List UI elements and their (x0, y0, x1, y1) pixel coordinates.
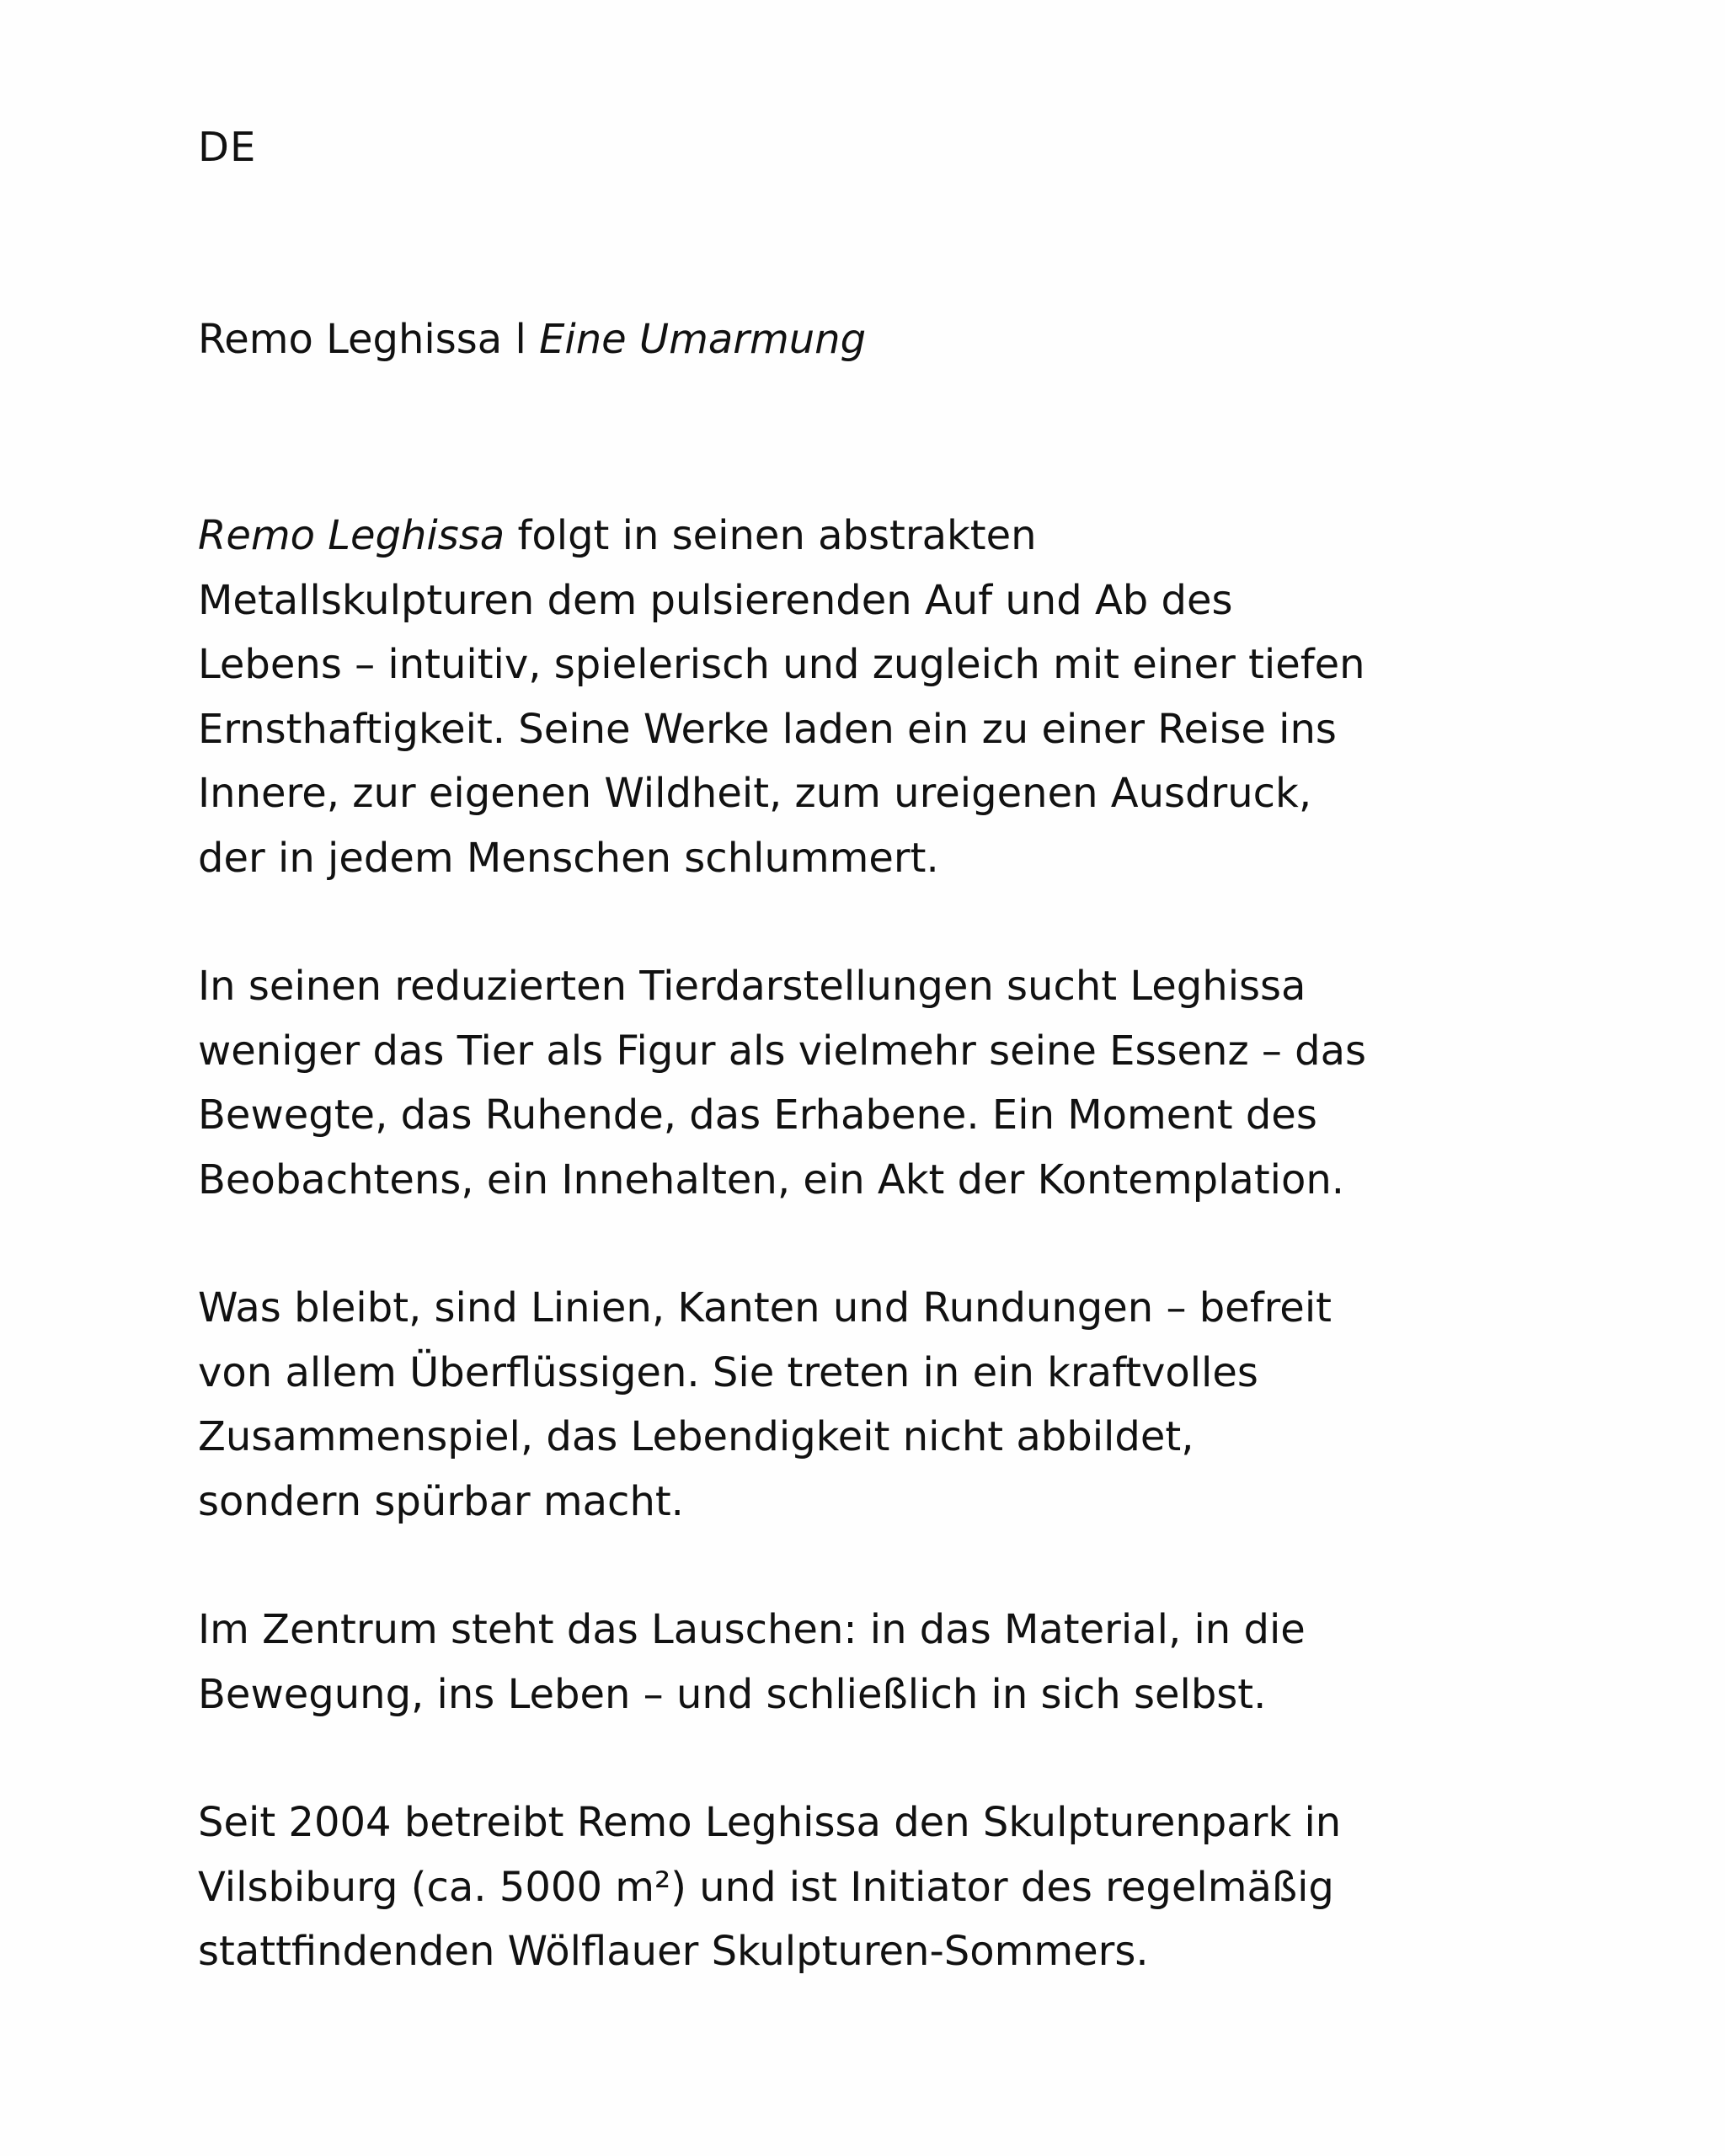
paragraph-sculpture-park (198, 1790, 1512, 1984)
paragraph-line: Vilsbiburg (ca. 5000 m²) und ist Initiator des regelmäßig (198, 1863, 1334, 1911)
paragraph-listening (198, 1598, 1512, 1726)
paragraph-animals (198, 954, 1512, 1212)
paragraph-line: der in jedem Menschen schlummert. (198, 834, 939, 882)
paragraph-line: Beobachtens, ein Innehalten, ein Akt der Kontemplation. (198, 1155, 1345, 1203)
paragraph-intro (198, 504, 1512, 890)
paragraph-line (198, 504, 1512, 568)
paragraph-line: Metallskulpturen dem pulsierenden Auf und Ab des (198, 576, 1233, 624)
paragraph-line: von allem Überflüssigen. Sie treten in ein kraftvolles (198, 1348, 1258, 1396)
paragraph-line: Zusammenspiel, das Lebendigkeit nicht abbildet, (198, 1413, 1194, 1460)
paragraph-line: Bewegung, ins Leben – und schließlich in sich selbst. (198, 1670, 1267, 1718)
title-separator: l (502, 316, 540, 363)
paragraph-lines (198, 1276, 1512, 1534)
paragraph-line: sondern spürbar macht. (198, 1477, 684, 1525)
paragraph-line: Lebens – intuitiv, spielerisch und zugleich mit einer tiefen (198, 641, 1365, 688)
article-body (198, 504, 1512, 2048)
paragraph-line: Was bleibt, sind Linien, Kanten und Rundungen – befreit (198, 1284, 1332, 1331)
paragraph-line: Innere, zur eigenen Wildheit, zum ureigenen Ausdruck, (198, 770, 1312, 817)
lead-artist-name: Remo Leghissa (198, 512, 505, 559)
title-artist: Remo Leghissa (198, 316, 503, 363)
paragraph-line: stattfindenden Wölflauer Skulpturen-Sommers. (198, 1928, 1149, 1975)
paragraph-line: Ernsthaftigkeit. Seine Werke laden ein zu einer Reise ins (198, 705, 1337, 753)
paragraph-line-text: folgt in seinen abstrakten (505, 512, 1037, 559)
language-label: DE (198, 124, 257, 171)
page-title (198, 310, 866, 369)
paragraph-line: In seinen reduzierten Tierdarstellungen sucht Leghissa (198, 963, 1306, 1010)
paragraph-line: Bewegte, das Ruhende, das Erhabene. Ein Moment des (198, 1091, 1317, 1139)
paragraph-line: Seit 2004 betreibt Remo Leghissa den Skulpturenpark in (198, 1799, 1342, 1846)
paragraph-line: weniger das Tier als Figur als vielmehr seine Essenz – das (198, 1027, 1367, 1075)
title-work: Eine Umarmung (539, 316, 867, 363)
paragraph-line: Im Zentrum steht das Lauschen: in das Material, in die (198, 1606, 1306, 1653)
